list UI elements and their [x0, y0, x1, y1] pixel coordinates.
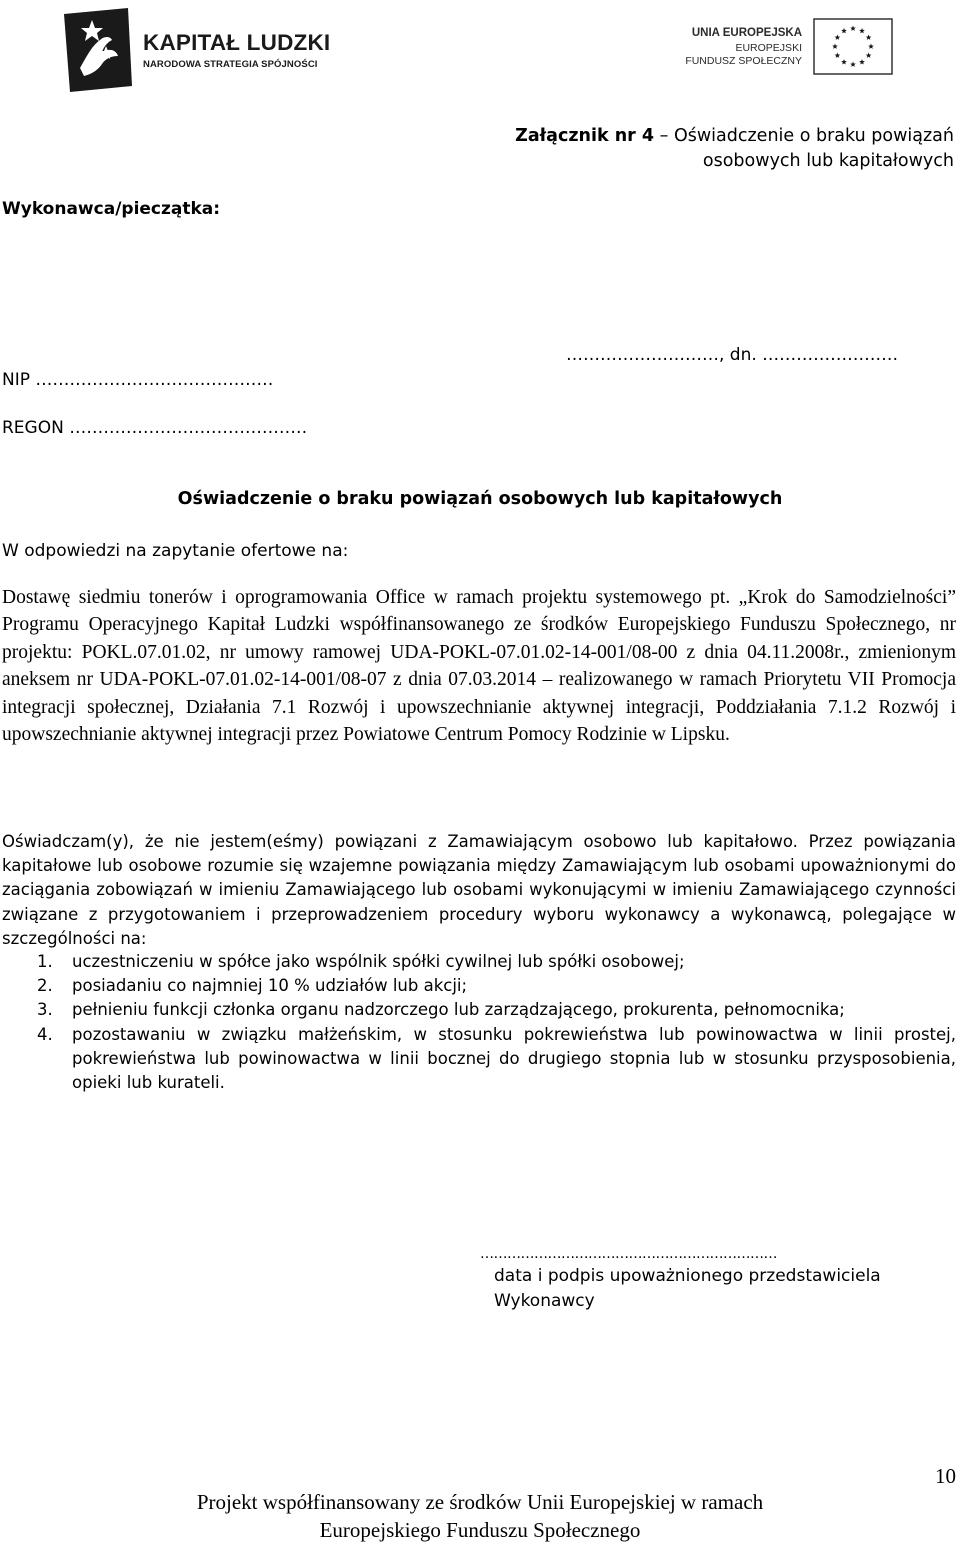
list-item [2, 950, 956, 974]
signature-caption-line1: data i podpis upoważnionego przedstawiciela [494, 1266, 881, 1286]
contractor-stamp-label: Wykonawca/pieczątka: [2, 199, 221, 219]
place-date-field: ………………………, dn. …………………… [566, 345, 899, 365]
inquiry-intro: W odpowiedzi na zapytanie ofertowe na: [2, 541, 349, 561]
attachment-title-line2: osobowych lub kapitałowych [702, 151, 954, 171]
list-item [2, 974, 956, 998]
attachment-label: Załącznik nr 4 [515, 126, 655, 146]
regon-field: REGON …………………………………… [2, 418, 308, 438]
subject-part1: Dostawę siedmiu tonerów i oprogramowania Office w ramach projektu systemowego pt. „Krok do Samodzielności” Programu Operacyjnego Kapitał Ludzki współfinansowanego ze środków Europejskiego Funduszu Społecznego, nr projektu: POKL [2, 587, 956, 663]
signature-line: ………………………………………………………… [480, 1246, 777, 1262]
ue-logo-line1: UNIA EUROPEJSKA [691, 27, 802, 39]
ue-logo-line2: EUROPEJSKI [735, 42, 802, 54]
nip-field: NIP …………………………………… [2, 370, 274, 390]
kapital-ludzki-subtitle: NARODOWA STRATEGIA SPÓJNOŚCI [143, 59, 318, 70]
eu-flag-icon [813, 18, 893, 75]
list-item-number: 4. [37, 1024, 53, 1044]
kapital-ludzki-title: KAPITAŁ LUDZKI [143, 30, 331, 55]
relations-list [2, 950, 956, 1095]
kapital-ludzki-emblem-icon [64, 8, 132, 92]
signature-caption-line2: Wykonawcy [494, 1291, 595, 1311]
ue-logo-line3: FUNDUSZ SPOŁECZNY [685, 55, 802, 67]
attachment-dash: – [654, 126, 674, 146]
list-item-number: 3. [37, 1000, 53, 1020]
declaration-paragraph: Oświadczam(y), że nie jestem(eśmy) powiązani z Zamawiającym osobowo lub kapitałowo. Przez powiązania kapitałowe lub osobowe rozumie się wzajemne powiązania między Zamawiającym lub osobami upoważnionymi do zaciągania zobowiązań w imieniu Zamawiającego lub osobami wykonującymi w imieniu Zamawiającego czynności związane z przygotowaniem i przeprowadzeniem procedury wyboru wykonawcy a wykonawcą, polegające w szczególności na: [2, 832, 956, 948]
list-item [2, 1023, 956, 1096]
list-item-text: pełnieniu funkcji członka organu nadzorczego lub zarządzającego, prokurenta, pełnomocnika; [72, 1000, 845, 1020]
footer-line2: Europejskiego Funduszu Społecznego [319, 1518, 641, 1542]
subject-part2: .07.01.02, nr umowy ramowej UDA-POKL-07.01.02-14-001/08-00 z dnia 04.11.2008r., zmienionym aneksem nr UDA-POKL-07.01.02-14-001/08-07 z dnia 07.03.2014 – realizowanego w ramach Priorytetu VII Promocja integracji społecznej, Działania 7.1 Rozwój i upowszechnianie aktywnej integracji, Poddziałania 7.1.2 Rozwój i upowszechnianie aktywnej integracji przez Powiatowe Centrum Pomocy Rodzinie w Lipsku. [2, 641, 957, 746]
attachment-heading [515, 124, 954, 174]
list-item-text: uczestniczeniu w spółce jako wspólnik spółki cywilnej lub spółki osobowej; [72, 952, 685, 971]
list-item-text: posiadaniu co najmniej 10 % udziałów lub akcji; [72, 976, 468, 996]
attachment-title-line1: Oświadczenie o braku powiązań [673, 126, 954, 146]
footer-line1: Projekt współfinansowany ze środków Unii Europejskiej w ramach [196, 1490, 764, 1514]
page-number: 10 [935, 1464, 956, 1488]
list-item [2, 998, 956, 1022]
statement-title: Oświadczenie o braku powiązań osobowych lub kapitałowych [177, 489, 783, 509]
list-item-number: 2. [37, 976, 53, 996]
subject-paragraph [2, 584, 956, 748]
list-item-number: 1. [37, 952, 53, 971]
list-item-text: pozostawaniu w związku małżeńskim, w stosunku pokrewieństwa lub powinowactwa w linii prostej, pokrewieństwa lub powinowactwa w linii bocznej do drugiego stopnia lub w stosunku przysposobienia, opieki lub kurateli. [72, 1024, 956, 1093]
